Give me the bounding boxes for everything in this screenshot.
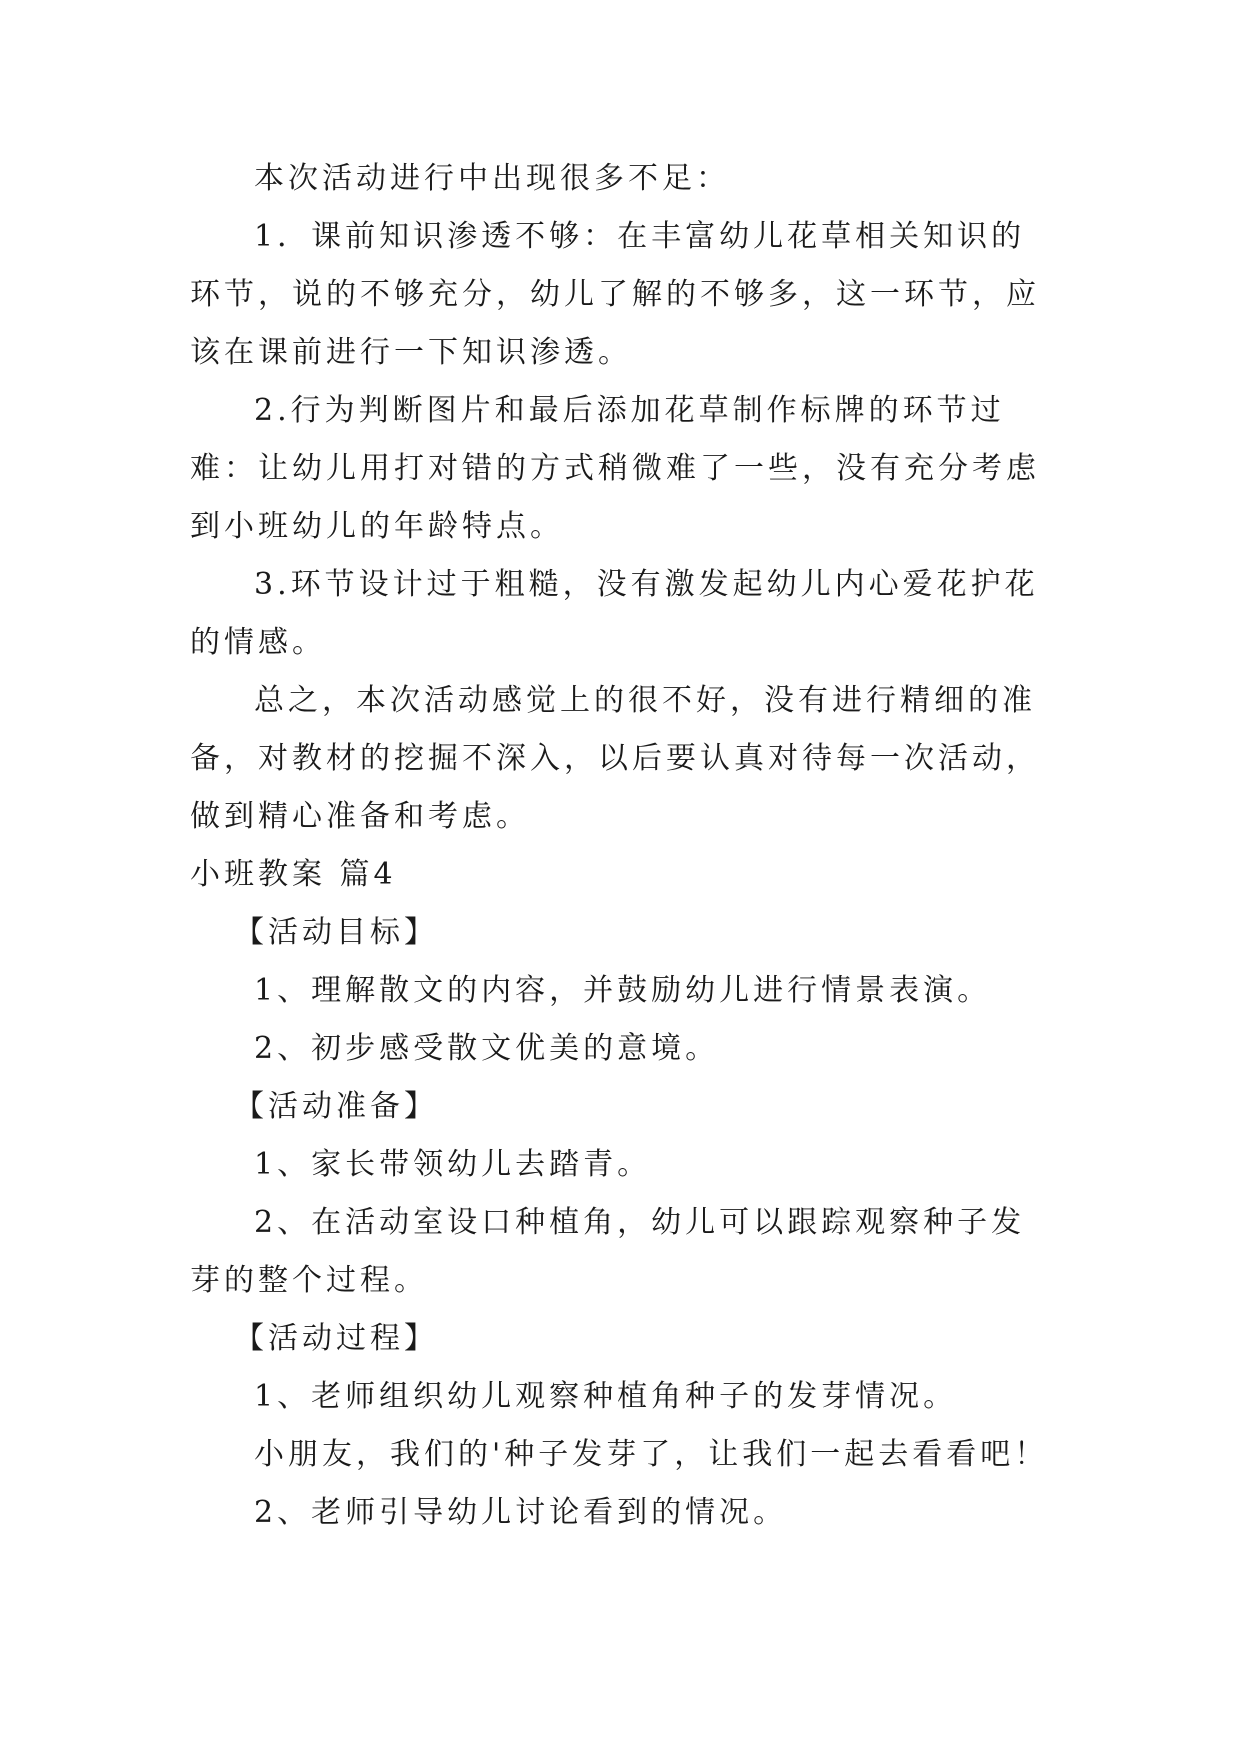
process-item-1: 1、老师组织幼儿观察种植角种子的发芽情况。 <box>254 1379 958 1414</box>
preparation-item-1: 1、家长带领幼儿去踏青。 <box>254 1147 652 1182</box>
paragraph-intro: 本次活动进行中出现很多不足： <box>254 161 730 196</box>
paragraph-summary: 总之，本次活动感觉上的很不好，没有进行精细的准备，对教材的挖掘不深入，以后要认真对待每一次活动，做到精心准备和考虑。 <box>190 683 1040 834</box>
section-heading: 小班教案 篇4 <box>190 857 397 892</box>
preparation-item-2: 2、在活动室设口种植角，幼儿可以跟踪观察种子发芽的整个过程。 <box>190 1205 1026 1298</box>
goal-item-2: 2、初步感受散文优美的意境。 <box>254 1031 720 1066</box>
subheading-goals: 【活动目标】 <box>234 915 438 950</box>
goal-item-1: 1、理解散文的内容，并鼓励幼儿进行情景表演。 <box>254 973 992 1008</box>
paragraph-point-3: 3.环节设计过于粗糙，没有激发起幼儿内心爱花护花的情感。 <box>190 567 1039 660</box>
process-item-2: 2、老师引导幼儿讨论看到的情况。 <box>254 1495 788 1530</box>
subheading-process: 【活动过程】 <box>234 1321 438 1356</box>
paragraph-point-2: 2.行为判断图片和最后添加花草制作标牌的环节过难：让幼儿用打对错的方式稍微难了一些，没有充分考虑到小班幼儿的年龄特点。 <box>190 393 1040 544</box>
paragraph-point-1: 1．课前知识渗透不够：在丰富幼儿花草相关知识的环节，说的不够充分，幼儿了解的不够多，这一环节，应该在课前进行一下知识渗透。 <box>190 219 1040 370</box>
subheading-preparation: 【活动准备】 <box>234 1089 438 1124</box>
process-quote: 小朋友，我们的'种子发芽了，让我们一起去看看吧！ <box>254 1437 1049 1472</box>
document-page <box>190 150 1050 1542</box>
